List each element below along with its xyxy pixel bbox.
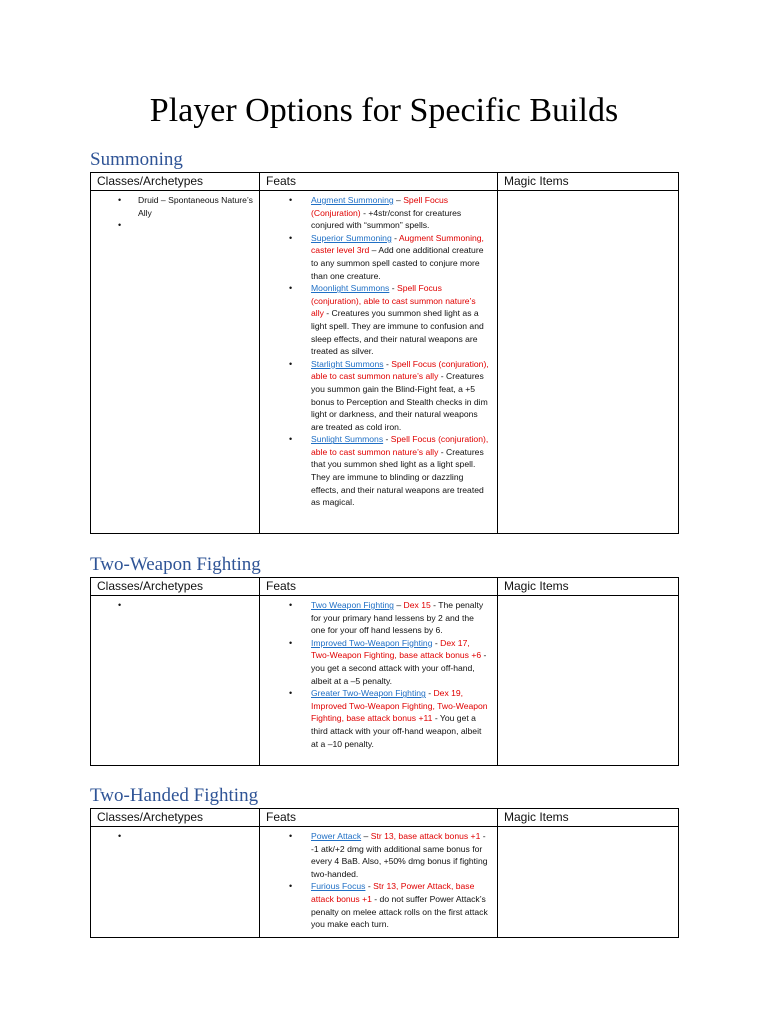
- feat-description: - do not suffer Power Attack’s penalty on melee attack rolls on the first attack you make each turn.: [311, 893, 488, 930]
- table-row: [91, 827, 679, 938]
- feat-item: [260, 830, 497, 880]
- section-summoning: [90, 148, 678, 534]
- feat-item: [260, 282, 497, 358]
- list-item: [91, 219, 259, 232]
- bullet-icon: •: [118, 600, 122, 610]
- feat-link[interactable]: Augment Summoning: [311, 195, 394, 205]
- section-two-weapon-fighting: [90, 553, 678, 766]
- table-header-row: [91, 809, 679, 827]
- feat-link[interactable]: Moonlight Summons: [311, 283, 390, 294]
- feat-description: - Creatures that you summon shed light as a light spell. They are immune to blinding or dazzling effects, and their natural weapons are treated as magical.: [311, 446, 484, 508]
- classes-cell: [91, 827, 260, 938]
- feat-description: - You get a third attack with your off-hand weapon, albeit at a –10 penalty.: [311, 713, 482, 749]
- feat-link[interactable]: Starlight Summons: [311, 358, 384, 369]
- list-item: [91, 830, 259, 843]
- header-magic-items: Magic Items: [498, 578, 679, 596]
- section-two-handed-fighting: [90, 784, 678, 938]
- header-classes: Classes/Archetypes: [91, 578, 260, 596]
- feat-description: - +4str/const for creatures conjured with “summon” spells.: [311, 207, 462, 231]
- header-classes: Classes/Archetypes: [91, 809, 260, 827]
- feat-prerequisites: Dex 15: [403, 600, 431, 610]
- feat-separator: –: [393, 600, 404, 610]
- table-header-row: [91, 173, 679, 191]
- bullet-icon: •: [289, 232, 293, 243]
- list-item: [91, 194, 259, 219]
- header-feats: Feats: [260, 809, 498, 827]
- feat-prerequisites: Str 13, base attack bonus +1: [370, 831, 481, 841]
- feat-separator: -: [383, 434, 391, 445]
- magic-items-cell: [498, 827, 679, 938]
- feat-prerequisites: Str 13, Power Attack, base attack bonus +1: [311, 881, 475, 904]
- bullet-icon: •: [289, 195, 293, 205]
- header-feats: Feats: [260, 173, 498, 191]
- magic-items-cell: [498, 596, 679, 766]
- feat-separator: -: [432, 637, 441, 648]
- feat-item: [260, 687, 497, 750]
- feat-description: – Add one additional creature to any summon spell casted to conjure more than one creature.: [311, 245, 484, 281]
- classes-cell: [91, 191, 260, 534]
- feat-link[interactable]: Sunlight Summons: [311, 434, 384, 445]
- feat-link[interactable]: Improved Two-Weapon Fighting: [311, 637, 433, 648]
- header-classes: Classes/Archetypes: [91, 173, 260, 191]
- feat-item: [260, 232, 497, 282]
- feat-prerequisites: Augment Summoning, caster level 3rd: [311, 232, 484, 256]
- feat-separator: –: [361, 831, 371, 841]
- feat-link[interactable]: Power Attack: [311, 831, 362, 841]
- section-heading: Summoning: [90, 149, 183, 170]
- feat-item: [260, 599, 497, 637]
- bullet-icon: •: [289, 283, 293, 294]
- feat-separator: -: [365, 881, 374, 892]
- feats-cell: [260, 596, 498, 766]
- header-feats: Feats: [260, 578, 498, 596]
- feat-prerequisites: Spell Focus (conjuration), able to cast summon nature’s ally: [311, 283, 476, 319]
- table-row: [91, 191, 679, 534]
- classes-cell: [91, 596, 260, 766]
- feat-prerequisites: Spell Focus (Conjuration): [311, 195, 449, 218]
- page-title: Player Options for Specific Builds: [149, 92, 619, 129]
- feat-separator: -: [383, 358, 392, 369]
- feat-description: - The penalty for your primary hand lessens by 2 and the one for your off hand lessens by 6.: [311, 600, 484, 636]
- bullet-icon: •: [118, 831, 122, 841]
- table-row: [91, 596, 679, 766]
- bullet-icon: •: [289, 600, 293, 610]
- feats-cell: [260, 827, 498, 938]
- feat-item: [260, 433, 497, 509]
- feat-prerequisites: Spell Focus (conjuration), able to cast summon nature’s ally: [311, 434, 489, 457]
- feat-prerequisites: Spell Focus (conjuration), able to cast summon nature’s ally: [311, 358, 489, 382]
- bullet-icon: •: [289, 688, 293, 699]
- bullet-icon: •: [118, 195, 122, 205]
- feat-description: - Creatures you summon shed light as a light spell. They are immune to confusion and sleep effects, and their natural weapons are treated as silver.: [311, 308, 484, 357]
- feat-item: [260, 637, 497, 687]
- bullet-icon: •: [289, 637, 293, 648]
- build-table: [90, 577, 679, 766]
- section-heading: Two-Weapon Fighting: [90, 554, 261, 575]
- feat-link[interactable]: Two Weapon Fighting: [311, 600, 394, 610]
- feat-prerequisites: Dex 19, Improved Two-Weapon Fighting, Two-Weapon Fighting, base attack bonus +11: [311, 688, 488, 724]
- bullet-icon: •: [289, 434, 293, 445]
- list-item: [91, 599, 259, 612]
- section-heading: Two-Handed Fighting: [90, 785, 259, 806]
- feat-link[interactable]: Superior Summoning: [311, 232, 392, 243]
- feat-separator: -: [425, 688, 434, 699]
- feat-link[interactable]: Furious Focus: [311, 881, 366, 892]
- bullet-icon: •: [118, 220, 122, 231]
- header-magic-items: Magic Items: [498, 809, 679, 827]
- bullet-icon: •: [289, 881, 293, 892]
- feat-description: - -1 atk/+2 dmg with additional same bonus for every 4 BaB. Also, +50% dmg bonus if fighting two-handed.: [311, 831, 488, 879]
- feat-item: [260, 880, 497, 930]
- feat-description: - you get a second attack with your off-hand, albeit at a –5 penalty.: [311, 650, 487, 686]
- build-table: [90, 808, 679, 938]
- feats-cell: [260, 191, 498, 534]
- bullet-icon: •: [289, 358, 293, 369]
- build-table: [90, 172, 679, 534]
- header-magic-items: Magic Items: [498, 173, 679, 191]
- feat-prerequisites: Dex 17, Two-Weapon Fighting, base attack bonus +6: [311, 637, 482, 661]
- feat-item: [260, 358, 497, 434]
- feat-item: [260, 194, 497, 232]
- feat-separator: -: [389, 283, 397, 294]
- feat-link[interactable]: Greater Two-Weapon Fighting: [311, 688, 426, 699]
- table-header-row: [91, 578, 679, 596]
- feat-separator: -: [391, 232, 399, 243]
- magic-items-cell: [498, 191, 679, 534]
- feat-description: - Creatures you summon gain the Blind-Fight feat, a +5 bonus to Perception and Stealth checks in dim light or darkness, and their natural weapons are treated as cold iron.: [311, 371, 488, 432]
- feat-separator: –: [393, 195, 404, 205]
- bullet-icon: •: [289, 831, 293, 841]
- class-text: Druid – Spontaneous Nature’s Ally: [138, 195, 253, 218]
